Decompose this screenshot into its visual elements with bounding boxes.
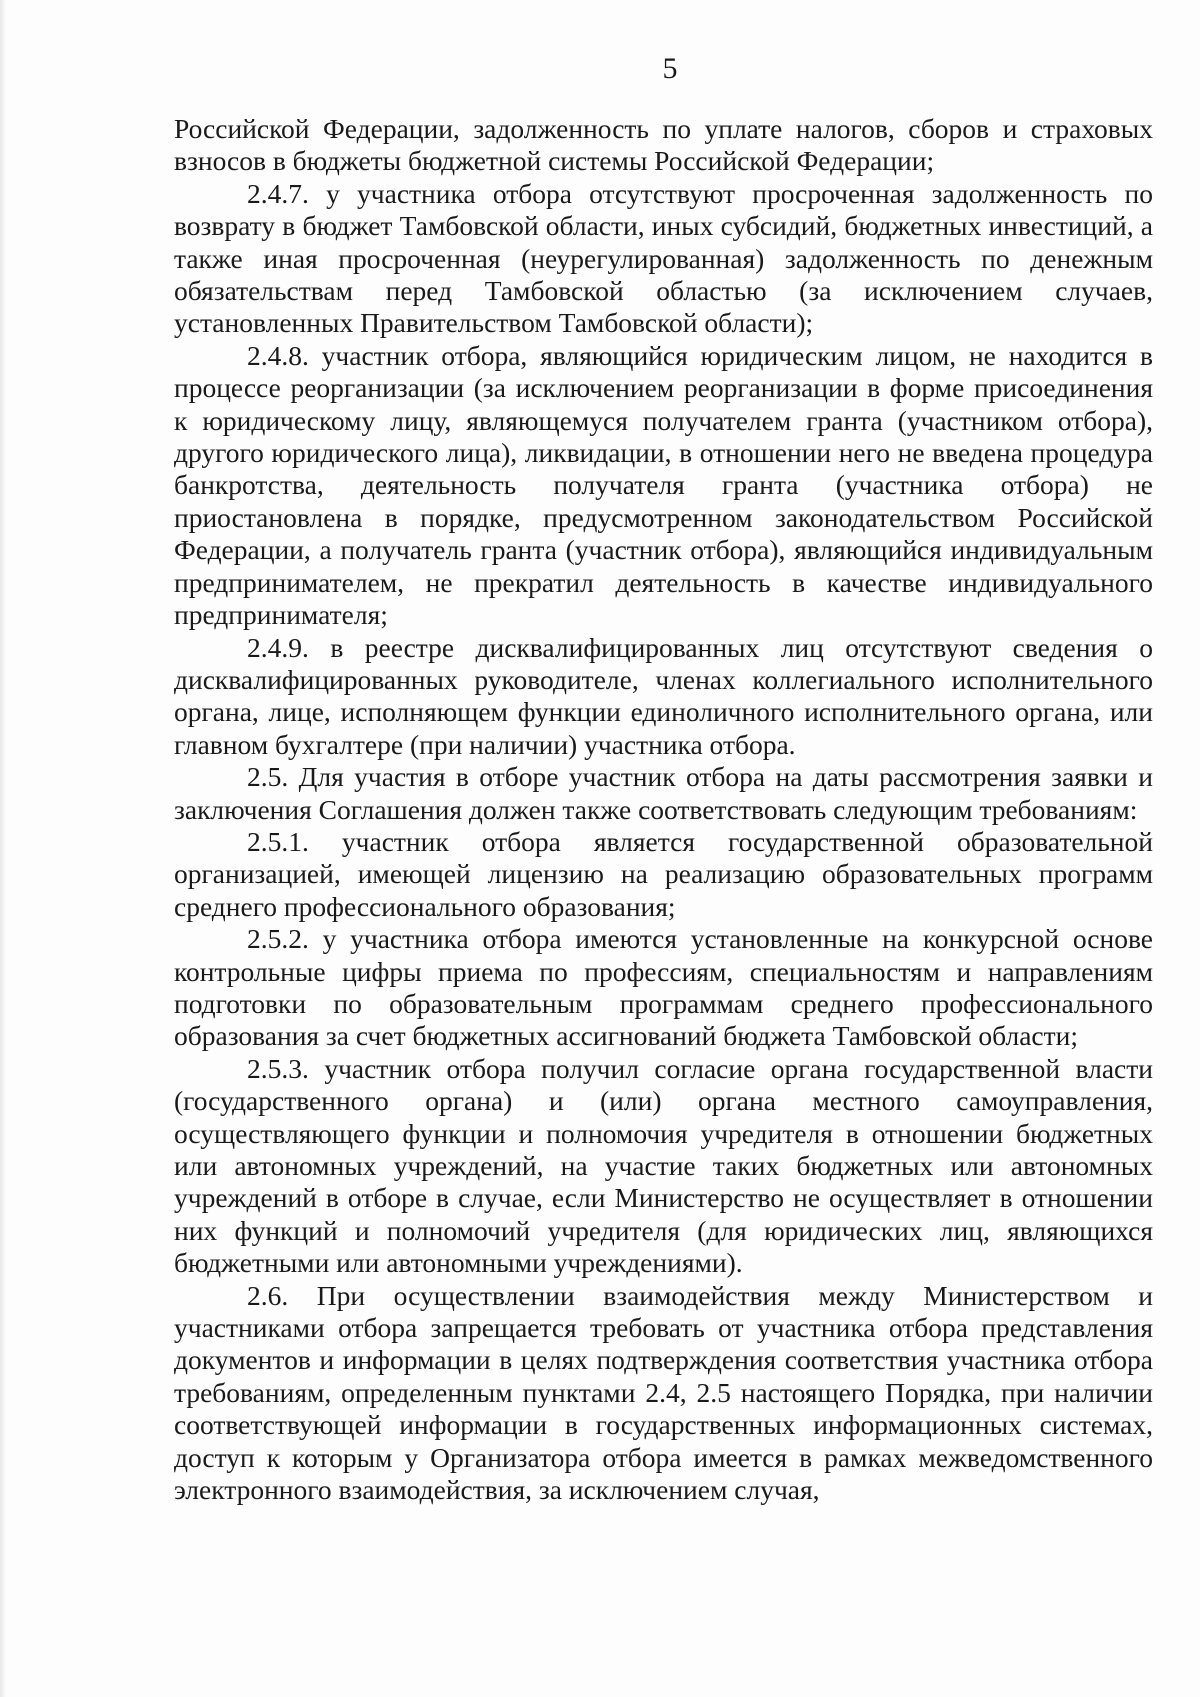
document-body (174, 113, 1153, 1506)
paragraph-2-5: 2.5. Для участия в отборе участник отбора на даты рассмотрения заявки и заключения Соглашения должен также соответствовать следующим требованиям: (174, 761, 1153, 825)
paragraph-2-4-9: 2.4.9. в реестре дисквалифицированных лиц отсутствуют сведения о дисквалифицированных руководителе, членах коллегиального исполнительного органа, лице, исполняющем функции единоличного исполнительного органа, или главном бухгалтере (при наличии) участника отбора. (174, 631, 1153, 760)
paragraph-2-4-7: 2.4.7. у участника отбора отсутствуют просроченная задолженность по возврату в бюджет Тамбовской области, иных субсидий, бюджетных инвестиций, а также иная просроченная (неурегулированная) задолженность по денежным обязательствам перед Тамбовской областью (за исключением случаев, установленных Правительством Тамбовской области); (174, 177, 1153, 339)
paragraph-continuation: Российской Федерации, задолженность по уплате налогов, сборов и страховых взносов в бюджеты бюджетной системы Российской Федерации; (174, 113, 1153, 177)
paragraph-2-6: 2.6. При осуществлении взаимодействия между Министерством и участниками отбора запрещается требовать от участника отбора представления документов и информации в целях подтверждения соответствия участника отбора требованиям, определенным пунктами 2.4, 2.5 настоящего Порядка, при наличии соответствующей информации в государственных информационных системах, доступ к которым у Организатора отбора имеется в рамках межведомственного электронного взаимодействия, за исключением случая, (174, 1279, 1153, 1506)
scan-edge-shadow (0, 0, 6, 1697)
paragraph-2-5-1: 2.5.1. участник отбора является государственной образовательной организацией, имеющей лицензию на реализацию образовательных программ среднего профессионального образования; (174, 825, 1153, 922)
paragraph-2-5-2: 2.5.2. у участника отбора имеются установленные на конкурсной основе контрольные цифры приема по профессиям, специальностям и направлениям подготовки по образовательным программам среднего профессионального образования за счет бюджетных ассигнований бюджета Тамбовской области; (174, 923, 1153, 1052)
paragraph-2-4-8: 2.4.8. участник отбора, являющийся юридическим лицом, не находится в процессе реорганизации (за исключением реорганизации в форме присоединения к юридическому лицу, являющемуся получателем гранта (участником отбора), другого юридического лица), ликвидации, в отношении него не введена процедура банкротства, деятельность получателя гранта (участника отбора) не приостановлена в порядке, предусмотренном законодательством Российской Федерации, а получатель гранта (участник отбора), являющийся индивидуальным предпринимателем, не прекратил деятельность в качестве индивидуального предпринимателя; (174, 339, 1153, 631)
page-number: 5 (662, 52, 678, 85)
paragraph-2-5-3: 2.5.3. участник отбора получил согласие органа государственной власти (государственного органа) и (или) органа местного самоуправления, осуществляющего функции и полномочия учредителя в отношении бюджетных или автономных учреждений, на участие таких бюджетных или автономных учреждений в отборе в случае, если Министерство не осуществляет в отношении них функций и полномочий учредителя (для юридических лиц, являющихся бюджетными или автономными учреждениями). (174, 1052, 1153, 1279)
